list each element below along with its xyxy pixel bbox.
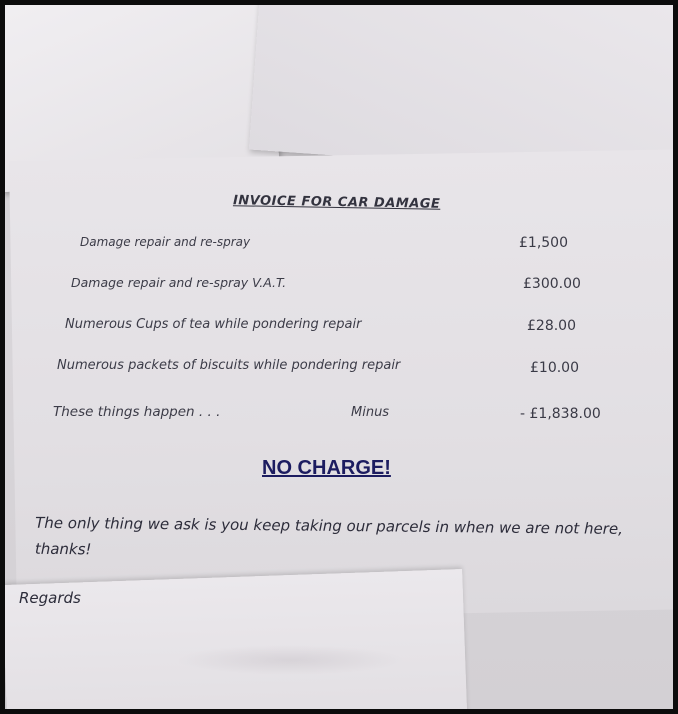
adjustment-amount: - £1,838.00 bbox=[520, 406, 601, 422]
item-label: Numerous Cups of tea while pondering repair bbox=[65, 317, 362, 332]
item-amount: £10.00 bbox=[530, 360, 579, 376]
item-label: Damage repair and re-spray V.A.T. bbox=[71, 275, 287, 290]
item-amount: £300.00 bbox=[523, 276, 581, 292]
no-charge-heading: NO CHARGE! bbox=[262, 457, 391, 479]
item-amount: £28.00 bbox=[527, 318, 576, 334]
signoff: Regards bbox=[19, 589, 81, 607]
item-label: Numerous packets of biscuits while pondering repair bbox=[57, 358, 401, 373]
faint-ink-smudge bbox=[175, 645, 405, 675]
item-label: Damage repair and re-spray bbox=[80, 235, 251, 249]
item-amount: £1,500 bbox=[519, 235, 568, 251]
invoice-title: INVOICE FOR CAR DAMAGE bbox=[232, 193, 441, 212]
request-message: The only thing we ask is you keep taking our parcels in when we are not here, thanks! bbox=[34, 513, 623, 559]
adjustment-minus: Minus bbox=[351, 405, 390, 420]
adjustment-label: These things happen . . . bbox=[53, 404, 221, 420]
